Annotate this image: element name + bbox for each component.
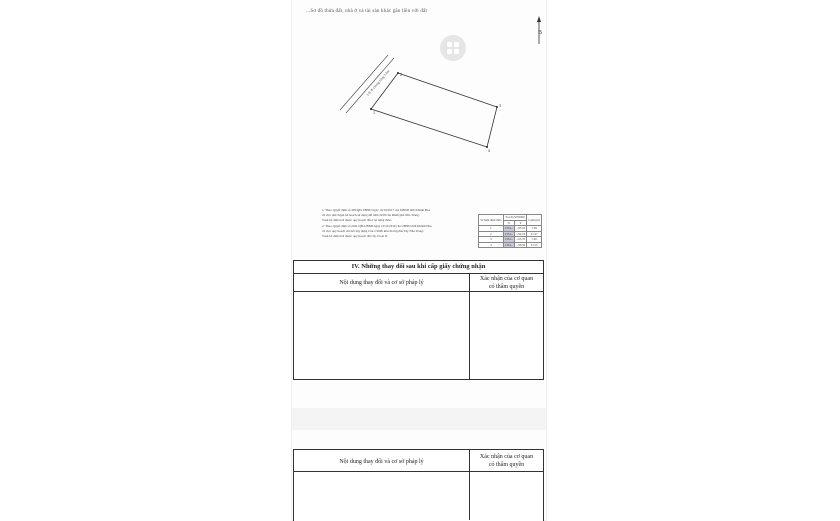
table-cell: ...92.16 (516, 231, 526, 236)
table-cell: 3 (479, 237, 504, 243)
table-cell: 1 (479, 226, 504, 232)
note-line: 2/ Theo Quyết định số 2441/QĐ-UBND ngày 10/10/2019 của UBND tỉnh Khánh Hòa (322, 223, 432, 228)
table-header: Tọa độ VN2000 (503, 215, 527, 221)
table-cell: 2 (479, 231, 504, 237)
authority-confirmation-header (470, 274, 543, 292)
point-label-4: 4 (488, 148, 490, 153)
road-label: Lối đi chung rộng 3.0m (365, 69, 391, 97)
changes-content-header: Nội dung thay đổi và cơ sở pháp lý (294, 450, 469, 472)
header-line: Xác nhận của cơ quan (479, 454, 534, 460)
note-line: 1/ Theo Quyết định số 405/QĐ-UBND ngày 19/10/2017 của UBND tỉnh Khánh Hòa (322, 208, 431, 212)
table-cell: 4 (479, 242, 504, 248)
authority-confirmation-header (470, 450, 543, 472)
section-title: IV. Những thay đổi sau khi cấp giấy chứng nhận (294, 261, 543, 274)
coordinate-table (478, 214, 542, 248)
changes-content-header: Nội dung thay đổi và cơ sở pháp lý (294, 274, 469, 292)
table-cell: 21.47 (527, 231, 542, 237)
table-cell: ...96.59 (516, 242, 526, 247)
note-line: về việc quy hoạch chi tiết xây dựng Cầu 1/2000 khu đô thị phía Tây Nha Trang: (322, 228, 424, 233)
table-cell: 7.00 (527, 237, 542, 243)
point-label-3: 3 (499, 103, 501, 108)
table-cell: 1354... (504, 231, 513, 236)
table-cell: ...05.70 (516, 237, 526, 242)
table-cell: 1354... (504, 237, 513, 242)
header-line: có thẩm quyền (488, 461, 525, 468)
point-label-1: 1 (373, 110, 375, 115)
header-line: Xác nhận của cơ quan (479, 276, 534, 282)
page-header-text: ...Sơ đồ thửa đất, nhà ở và tài sản khác gắn liền với đất (306, 9, 428, 14)
table-cell: 1354... (504, 242, 513, 247)
table-cell: 1354... (504, 226, 513, 231)
table-cell: 7.38 (527, 226, 542, 232)
note-line: về việc phê duyệt kế hoạch sử dụng đất năm 2018 của thành phố Nha Trang: (322, 213, 420, 218)
header-line: có thẩm quyền (488, 283, 525, 290)
note-line: Toàn bộ diện tích thuộc quy hoạch đất ở tại nông thôn. (322, 218, 392, 223)
table-cell: ...93.10 (516, 226, 526, 231)
table-subheader: Y (515, 220, 527, 226)
authority-confirmation-cell (470, 472, 543, 520)
note-line: Toàn bộ diện tích thuộc quy hoạch đất cây ở loại II. (322, 234, 388, 239)
planning-notes (322, 208, 474, 239)
table-header: Cạnh (m) (527, 215, 542, 226)
changes-content-cell (294, 292, 469, 380)
table-row (479, 242, 542, 248)
table-subheader: X (503, 220, 514, 226)
point-label-2: 2 (400, 72, 402, 77)
table-header: Số hiệu đỉnh thửa (479, 215, 504, 226)
north-label: B (538, 30, 543, 36)
changes-content-cell (294, 472, 469, 520)
changes-section (293, 260, 544, 380)
changes-section-continued (293, 449, 544, 521)
table-cell: 21.55 (527, 242, 542, 248)
authority-confirmation-cell (470, 292, 543, 380)
